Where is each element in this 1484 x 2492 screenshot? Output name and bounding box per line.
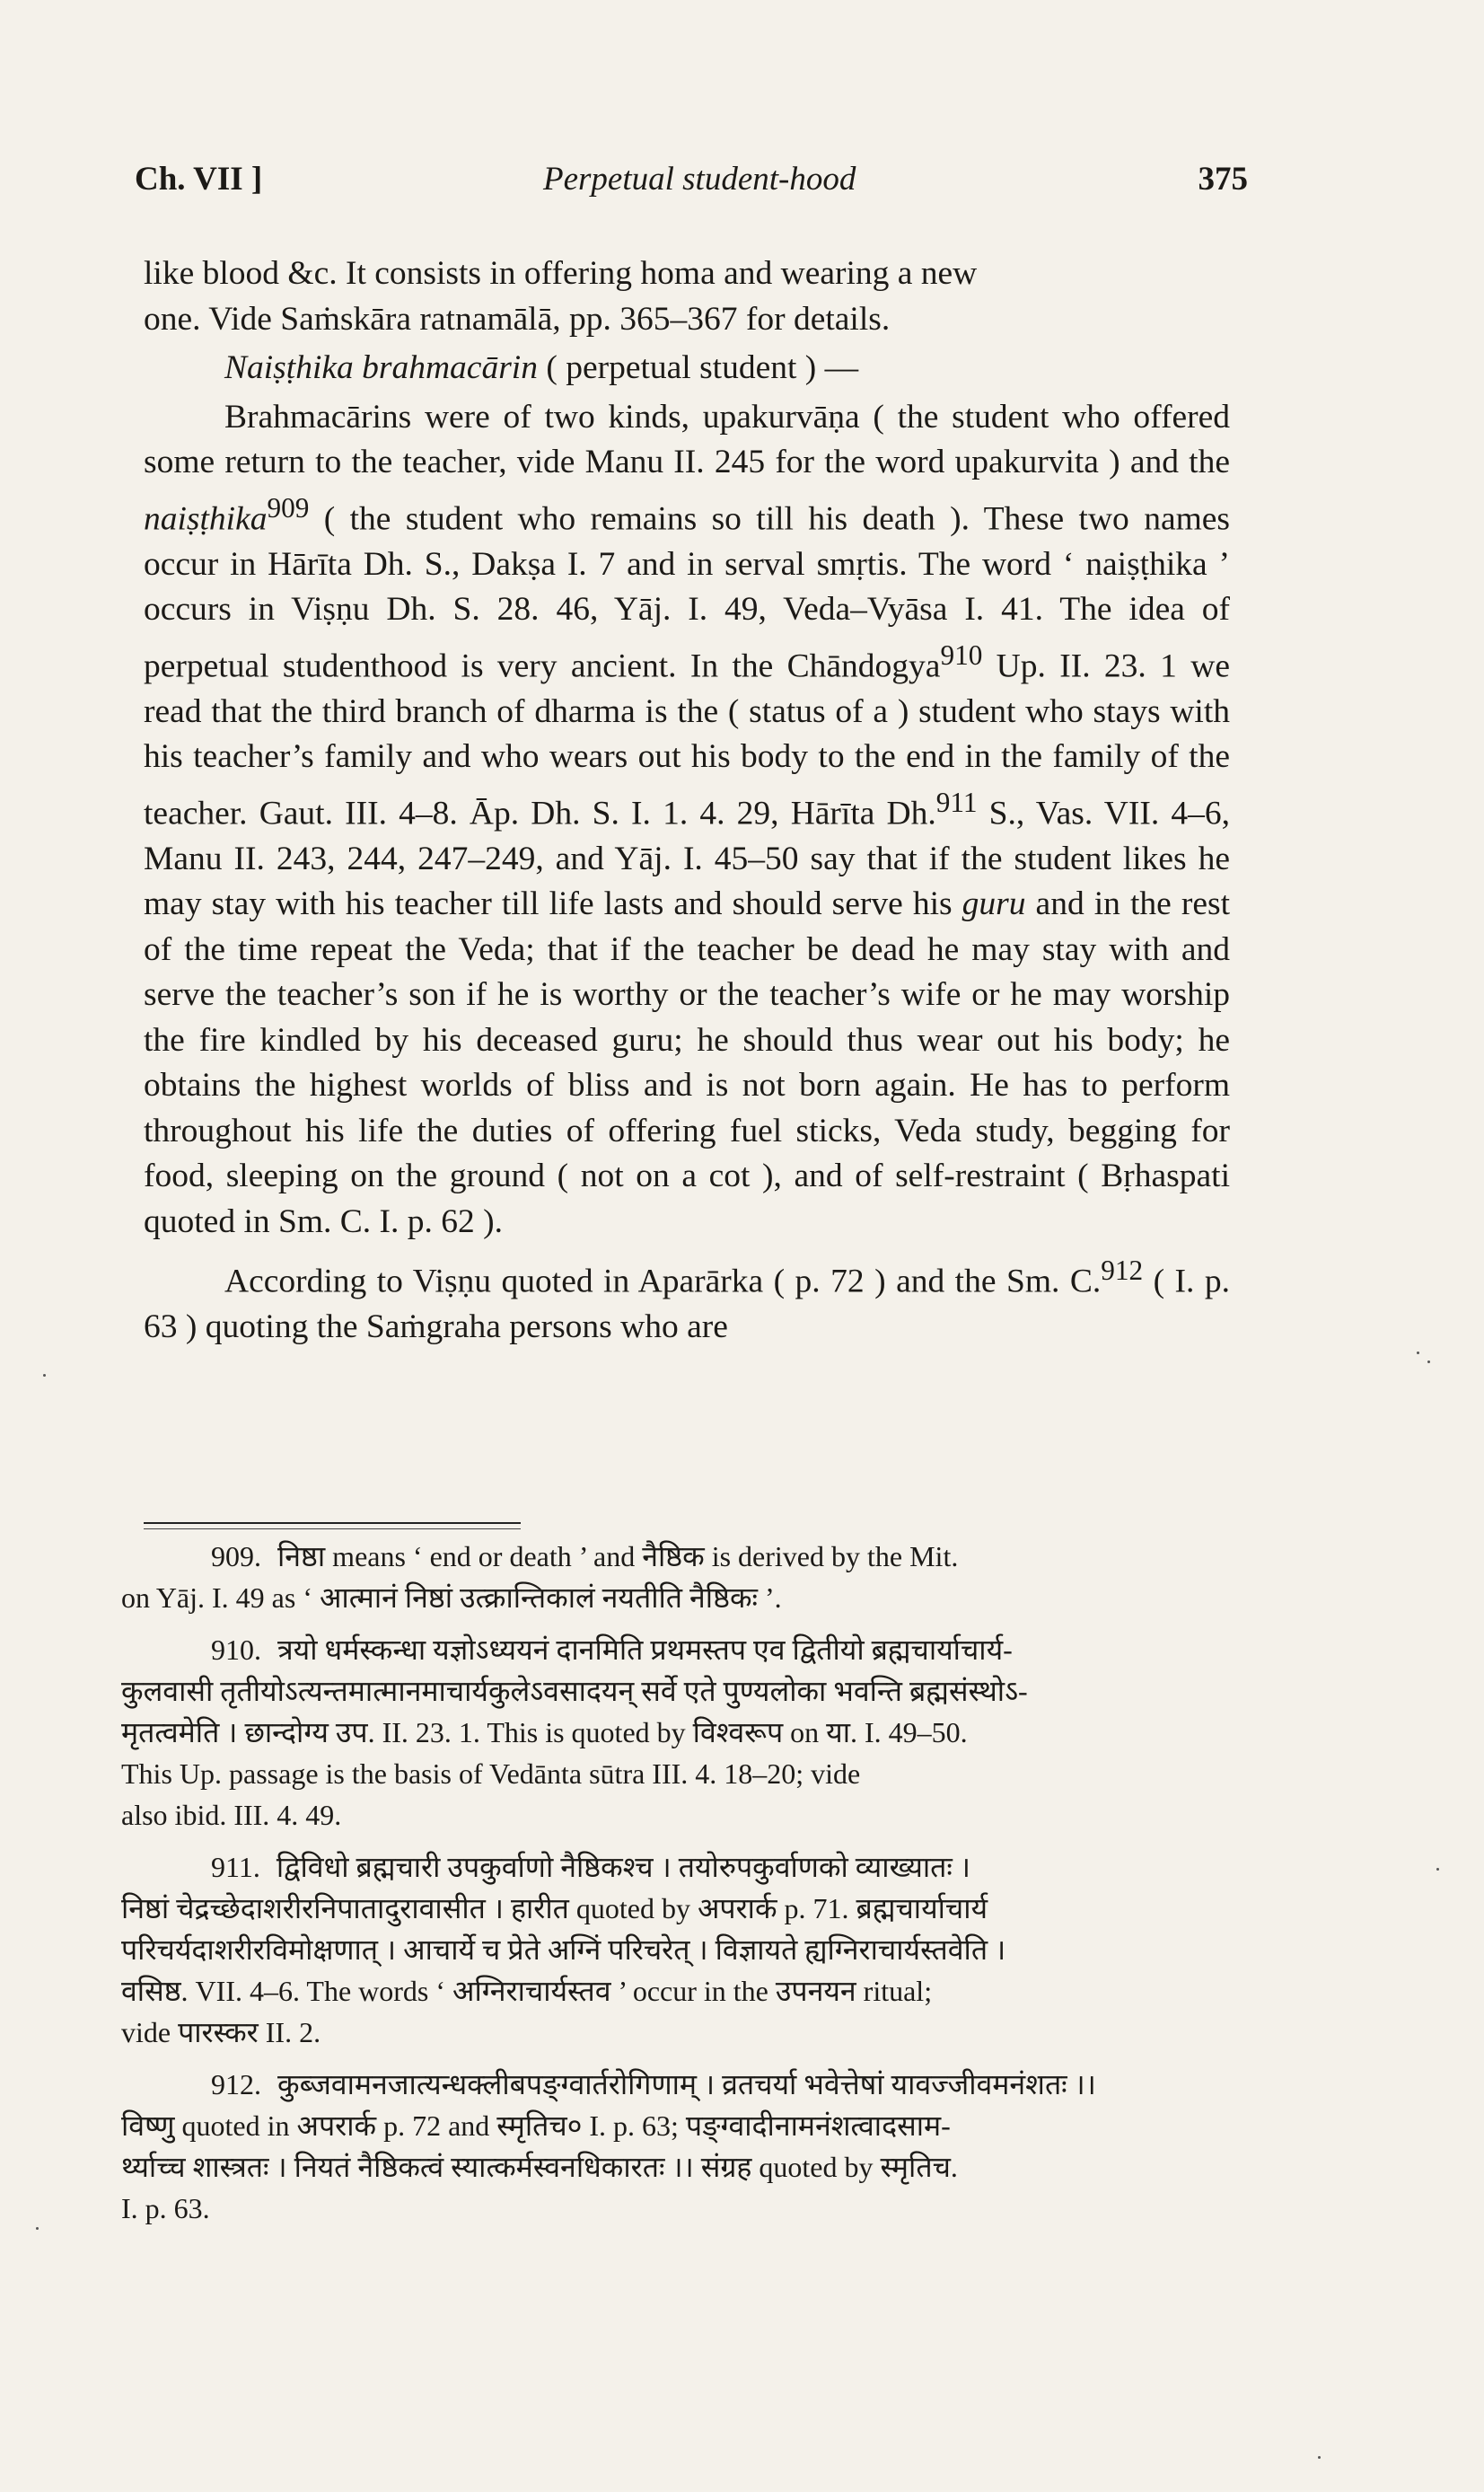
paragraph-continued bbox=[144, 251, 1230, 342]
footnote-number: 909. bbox=[211, 1540, 261, 1572]
footnote-line: निष्ठां चेद्रच्छेदाशरीरनिपातादुरावासीत । हारीत quoted by अपरार्क p. 71. ब्रह्मचार्याचार्य bbox=[121, 1892, 988, 1924]
footnote-909 bbox=[121, 1536, 1234, 1618]
footnote-line: परिचर्यदाशरीरविमोक्षणात् । आचार्ये च प्रेते अग्निं परिचरेत् । विज्ञायते ह्यग्निराचार्यस्तवेति । bbox=[121, 1933, 1006, 1966]
footnote-line bbox=[121, 1629, 1234, 1670]
page-number: 375 bbox=[1198, 161, 1248, 198]
scan-speck bbox=[1318, 2456, 1321, 2459]
footnote-line: वसिष्ठ. VII. 4–6. The words ‘ अग्निराचार्यस्तव ’ occur in the उपनयन ritual; bbox=[121, 1975, 933, 2007]
footnote-line: also ibid. III. 4. 49. bbox=[121, 1799, 342, 1831]
footnote-ref-911[interactable]: 911 bbox=[935, 786, 978, 818]
footnote-divider-thin bbox=[144, 1528, 521, 1529]
footnote-910 bbox=[121, 1629, 1234, 1836]
paragraph-vishnu bbox=[144, 1248, 1230, 1351]
footnote-line: मृतत्वमेति । छान्दोग्य उप. II. 23. 1. This is quoted by विश्वरूप on या. I. 49–50. bbox=[121, 1716, 968, 1748]
footnote-text: निष्ठा means ‘ end or death ’ and नैष्ठिक is derived by the Mit. bbox=[277, 1540, 959, 1572]
text-line: one. Vide Saṁskāra ratnamālā, pp. 365–367 for details. bbox=[144, 300, 891, 338]
text-run: ( I. p. 63 ) quoting the Saṁgraha persons who are bbox=[144, 1263, 1230, 1345]
footnote-text: कुब्जवामनजात्यन्धक्लीबपङ्ग्वार्तरोगिणाम् । व्रतचर्या भवेत्तेषां यावज्जीवमनंशतः ।। bbox=[277, 2068, 1096, 2100]
footnote-line bbox=[121, 2064, 1234, 2105]
scan-speck bbox=[1436, 1868, 1439, 1871]
footnote-divider bbox=[144, 1522, 521, 1524]
section-heading bbox=[144, 346, 1230, 392]
heading-italic: Naiṣṭhika brahmacārin bbox=[224, 349, 538, 386]
text-run: Up. II. 23. 1 we read that the third branch of dharma is the ( status of a ) student who stays with his teacher’s family and who wears out his body to the end in the family of the teacher. Gaut. III. 4–8. Āp. Dh. S. I. 1. 4. 29, Hārīta Dh. bbox=[144, 647, 1230, 832]
scan-speck bbox=[36, 2227, 39, 2230]
footnote-911 bbox=[121, 1846, 1234, 2053]
heading-text: ( perpetual student ) — bbox=[537, 349, 859, 386]
footnote-line bbox=[121, 1846, 1234, 1888]
scan-speck bbox=[43, 1374, 46, 1377]
footnote-number: 910. bbox=[211, 1633, 261, 1666]
footnote-line: vide पारस्कर II. 2. bbox=[121, 2016, 321, 2048]
footnote-ref-909[interactable]: 909 bbox=[267, 491, 310, 524]
footnote-912 bbox=[121, 2064, 1234, 2229]
text-run: Brahmacārins were of two kinds, upakurvāṇa ( the student who offered some return to the teacher, vide Manu II. 245 for the word upakurvita ) and the bbox=[144, 398, 1230, 480]
scan-speck bbox=[1427, 1360, 1430, 1363]
footnote-ref-910[interactable]: 910 bbox=[940, 638, 983, 671]
running-header bbox=[135, 160, 1248, 205]
footnotes bbox=[121, 1536, 1234, 2240]
text-run: According to Viṣṇu quoted in Aparārka ( p. 72 ) and the Sm. C. bbox=[224, 1263, 1102, 1300]
italic-term: naiṣṭhika bbox=[144, 500, 268, 537]
running-title: Perpetual student-hood bbox=[543, 161, 856, 198]
footnote-line: कुलवासी तृतीयोऽत्यन्तमात्मानमाचार्यकुलेऽवसादयन् सर्वे एते पुण्यलोका भवन्ति ब्रह्मसंस्थोऽ- bbox=[121, 1675, 1028, 1707]
text-run: and in the rest of the time repeat the Veda; that if the teacher be dead he may stay with and serve the teacher’s son if he is worthy or the teacher’s wife or he may worship the fire kindled by his deceased guru; he should thus wear out his body; he obtains the highest worlds of bliss and is not born again. He has to perform throughout his life the duties of offering fuel sticks, Veda study, begging for food, sleeping on the ground ( not on a cot ), and of self-restraint ( Bṛhaspati quoted in Sm. C. I. p. 62 ). bbox=[144, 885, 1230, 1240]
scan-speck bbox=[1417, 1352, 1419, 1354]
main-text bbox=[144, 251, 1230, 1351]
footnote-text: त्रयो धर्मस्कन्धा यज्ञोऽध्ययनं दानमिति प्रथमस्तप एव द्वितीयो ब्रह्मचार्याचार्य- bbox=[277, 1633, 1013, 1666]
footnote-number: 911. bbox=[211, 1851, 260, 1883]
footnote-number: 912. bbox=[211, 2068, 261, 2100]
footnote-line: I. p. 63. bbox=[121, 2192, 210, 2224]
paragraph-naishthika bbox=[144, 395, 1230, 1246]
footnote-line: on Yāj. I. 49 as ‘ आत्मानं निष्ठां उत्क्रान्तिकालं नयतीति नैष्ठिकः ’. bbox=[121, 1581, 782, 1614]
footnote-line: This Up. passage is the basis of Vedānta sūtra III. 4. 18–20; vide bbox=[121, 1757, 861, 1790]
chapter-label: Ch. VII ] bbox=[135, 161, 263, 198]
footnote-line: विष्णु quoted in अपरार्क p. 72 and स्मृतिच० I. p. 63; पङ्ग्वादीनामनंशत्वादसाम- bbox=[121, 2109, 951, 2142]
text-run: S., Vas. VII. 4–6, Manu II. 243, 244, 247–249, and Yāj. I. 45–50 say that if the student likes he may stay with his teacher till life lasts and should serve his bbox=[144, 795, 1230, 922]
footnote-line bbox=[121, 1536, 1234, 1577]
footnote-text: द्विविधो ब्रह्मचारी उपकुर्वाणो नैष्ठिकश्च । तयोरुपकुर्वाणको व्याख्यातः । bbox=[276, 1851, 970, 1883]
footnote-ref-912[interactable]: 912 bbox=[1101, 1255, 1144, 1286]
italic-term: guru bbox=[962, 885, 1026, 922]
text-line: like blood &c. It consists in offering homa and wearing a new bbox=[144, 255, 978, 292]
footnote-line: र्थ्याच्च शास्त्रतः । नियतं नैष्ठिकत्वं स्यात्कर्मस्वनधिकारतः ।। संग्रह quoted by स्मृतिच. bbox=[121, 2151, 958, 2183]
text-run: ( the student who remains so till his death ). These two names occur in Hārīta Dh. S., Dakṣa I. 7 and in serval smṛtis. The word ‘ naiṣṭhika ’ occurs in Viṣṇu Dh. S. 28. 46, Yāj. I. 49, Veda–Vyāsa I. 41. The idea of perpetual studenthood is very ancient. In the Chāndogya bbox=[144, 500, 1230, 684]
